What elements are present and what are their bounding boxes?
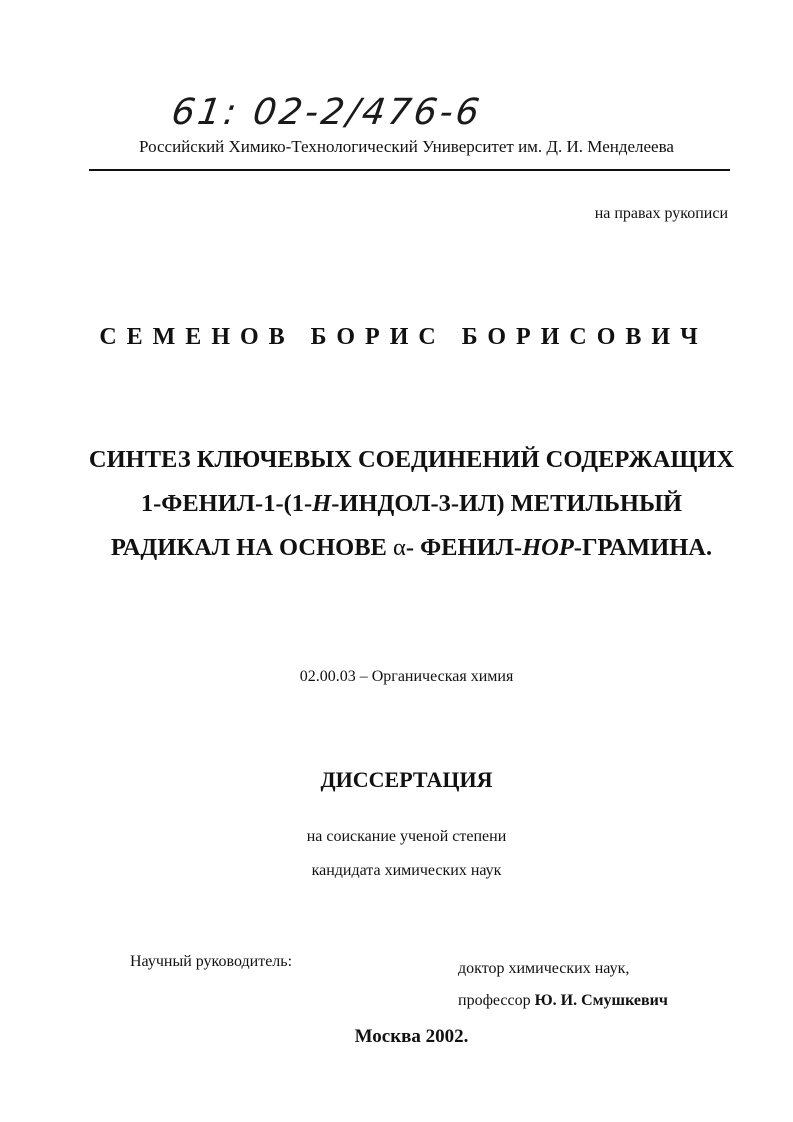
degree-sought [0,820,793,888]
title-line-3-part-a: РАДИКАЛ НА ОСНОВЕ [110,534,394,561]
specialty-code: 02.00.03 – Органическая химия [299,668,514,685]
title-line-2 [30,482,793,526]
title-line-2-part-a: 1-ФЕНИЛ-1-(1- [140,490,313,517]
supervisor-label: Научный руководитель: [130,953,293,970]
supervisor-name: Ю. И. Смушкевич [534,992,668,1009]
rights-note: на правах рукописи [594,205,728,222]
document-type: ДИССЕРТАЦИЯ [320,767,493,792]
title-line-2-italic: Н [312,490,332,517]
title-line-1: СИНТЕЗ КЛЮЧЕВЫХ СОЕДИНЕНИЙ СОДЕРЖАЩИХ [88,446,735,473]
title-line-2-part-b: -ИНДОЛ-3-ИЛ) МЕТИЛЬНЫЙ [331,490,683,517]
author-name: СЕМЕНОВ БОРИС БОРИСОВИЧ [99,324,708,350]
degree-line-2: кандидата химических наук [311,862,502,879]
supervisor-degree: доктор химических наук, [458,960,630,977]
supervisor-info [458,953,668,1017]
title-line-3-italic: НОР [522,534,574,561]
title-line-3-part-b: - ФЕНИЛ- [405,534,523,561]
city-year: Москва 2002. [354,1026,469,1047]
header-divider [89,169,730,171]
supervisor-position: профессор [458,992,531,1009]
handwritten-catalog-code: 61: 02-2/476-6 [169,92,485,133]
dissertation-title [0,438,793,570]
supervisor-position-row [458,985,668,1017]
alpha-symbol: α [393,534,406,561]
title-line-3 [30,526,793,570]
university-name: Российский Химико-Технологический Университет им. Д. И. Менделеева [139,137,674,156]
degree-line-1: на соискание ученой степени [306,828,507,845]
title-line-3-part-c: -ГРАМИНА. [573,534,713,561]
